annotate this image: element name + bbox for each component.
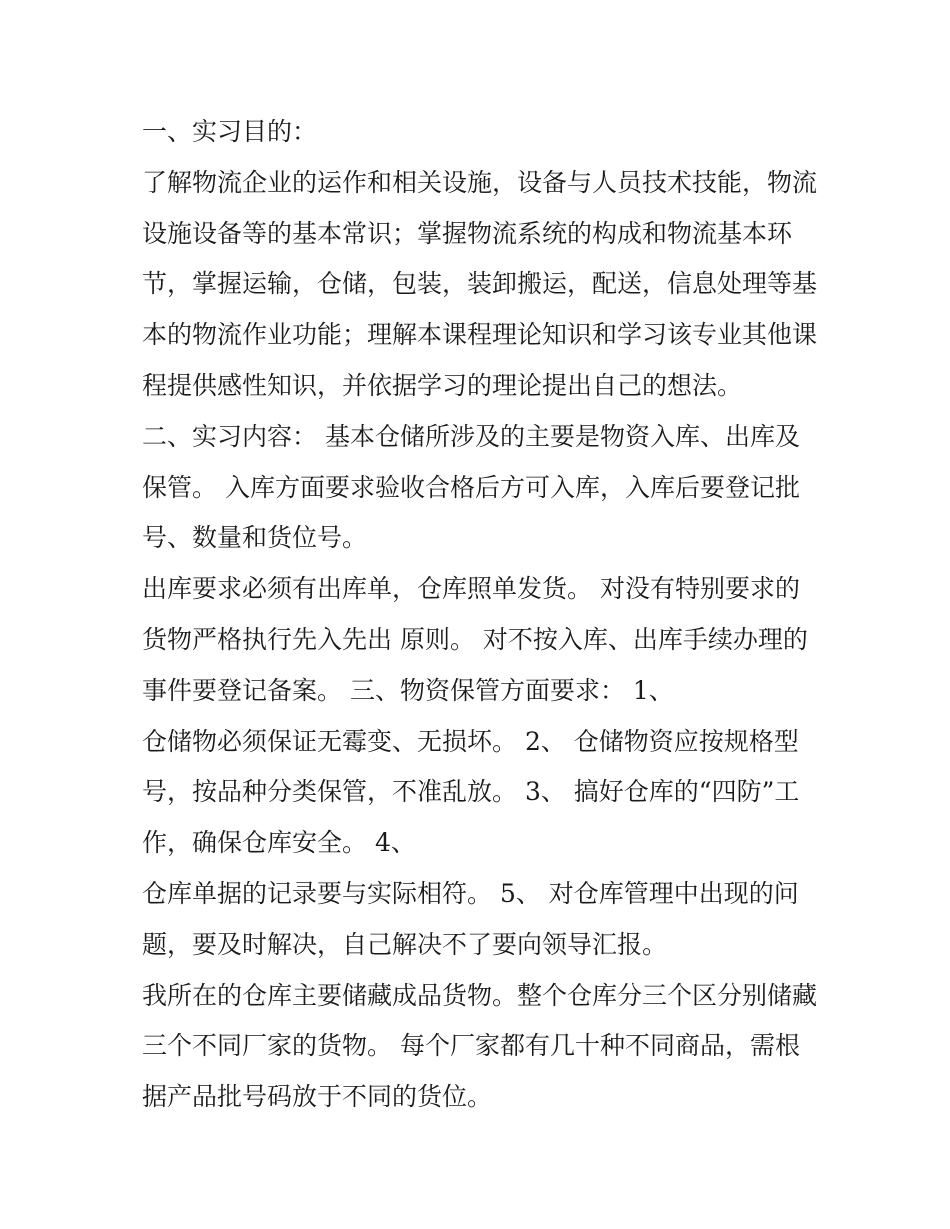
text-line: 我所在的仓库主要储藏成品货物。整个仓库分三个区分别储藏: [142, 980, 818, 1010]
text-line: 题，要及时解决，自己解决不了要向领导汇报。: [142, 929, 668, 959]
text-line: 三个不同厂家的货物。 每个厂家都有几十种不同商品，需根: [142, 1031, 800, 1061]
text-line: 了解物流企业的运作和相关设施，设备与人员技术技能，物流: [142, 167, 818, 197]
text-line: 作，确保仓库安全。 4、: [142, 828, 416, 858]
text-line: 仓储物必须保证无霉变、无损坏。 2、 仓储物资应按规格型: [142, 726, 799, 756]
text-line: 货物严格执行先入先出 原则。 对不按入库、出库手续办理的: [142, 624, 808, 654]
text-line: 保管。 入库方面要求验收合格后方可入库，入库后要登记批: [142, 472, 800, 502]
document-body: [142, 107, 822, 1123]
text-line: 事件要登记备案。 三、物资保管方面要求： 1、: [142, 675, 674, 705]
section-heading-purpose: 一、实习目的：: [142, 117, 318, 146]
text-line: 号、数量和货位号。: [142, 523, 368, 553]
text-line: 本的物流作业功能；理解本课程理论知识和学习该专业其他课: [142, 320, 818, 350]
text-line: 据产品批号码放于不同的货位。: [142, 1082, 493, 1112]
text-line: 节，掌握运输，仓储，包装，装卸搬运，配送，信息处理等基: [142, 269, 818, 299]
text-line: 设施设备等的基本常识；掌握物流系统的构成和物流基本环: [142, 218, 793, 248]
text-line: 程提供感性知识，并依据学习的理论提出自己的想法。: [142, 370, 743, 400]
text-line: 仓库单据的记录要与实际相符。 5、 对仓库管理中出现的问: [142, 878, 799, 908]
text-line: 出库要求必须有出库单，仓库照单发货。 对没有特别要求的: [142, 574, 800, 604]
section-heading-content: 二、实习内容： 基本仓储所涉及的主要是物资入库、出库及: [142, 421, 800, 451]
text-line: 号，按品种分类保管，不准乱放。 3、 搞好仓库的“四防”工: [142, 777, 800, 807]
